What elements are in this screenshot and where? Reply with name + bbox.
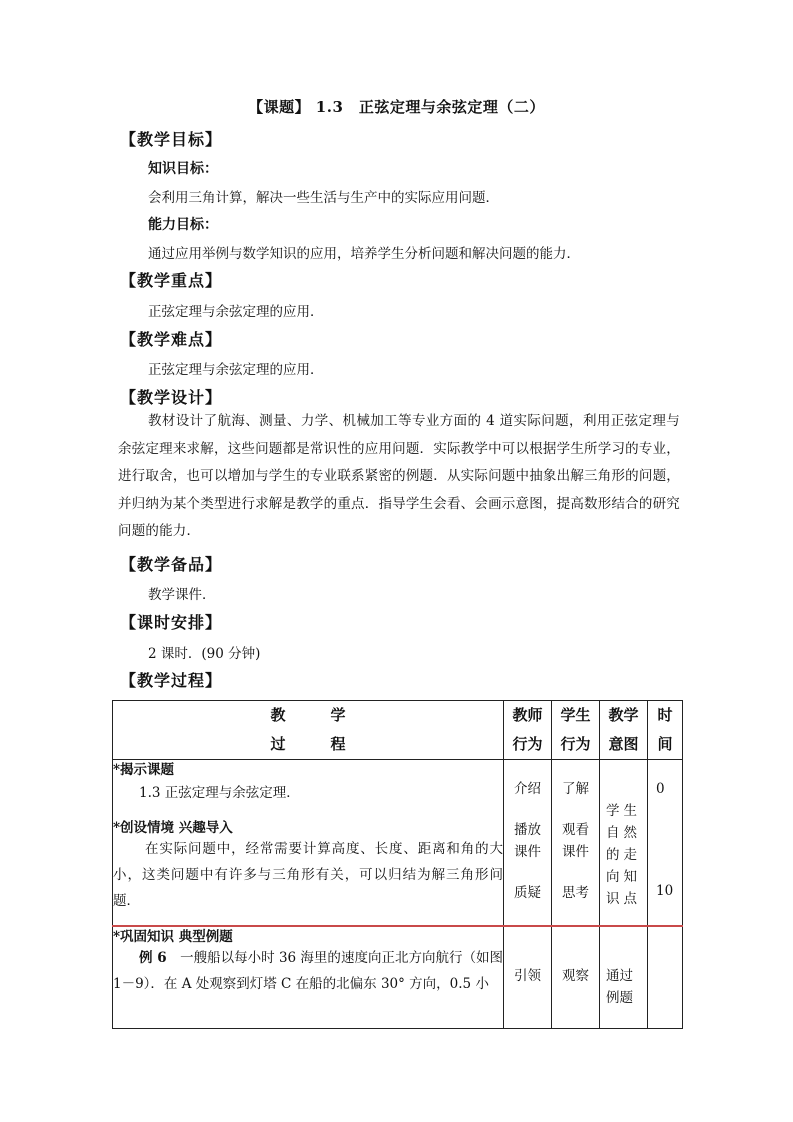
- header-time: [648, 701, 683, 760]
- intent-line: 例题: [606, 989, 633, 1006]
- ability-objective-text: 通过应用举例与数学知识的应用，培养学生分析问题和解决问题的能力．: [148, 246, 580, 262]
- header-teacher-line1: 教师: [512, 706, 543, 724]
- header-intent-line1: 教学: [608, 706, 639, 724]
- header-time-line1: 时: [657, 706, 673, 724]
- intent-line: 向知: [606, 869, 641, 885]
- teacher-action-introduce: 介绍: [514, 781, 541, 797]
- ability-objective-label: 能力目标：: [148, 217, 218, 233]
- process-table: [112, 700, 683, 1029]
- student-action-observe: 观察: [552, 926, 600, 1029]
- teaching-intent-2: [600, 926, 648, 1029]
- time-start: 0: [656, 781, 665, 797]
- header-student-line1: 学生: [560, 706, 591, 724]
- table-row: [113, 760, 683, 926]
- header-teacher-line2: 行为: [512, 735, 543, 753]
- table-row: [113, 926, 683, 1029]
- teacher-action-guide: 引领: [504, 926, 552, 1029]
- schedule-text: 2 课时．(90 分钟): [148, 646, 261, 662]
- reveal-topic-text: 1.3 正弦定理与余弦定理．: [139, 785, 300, 801]
- teacher-action-courseware: 课件: [514, 844, 541, 860]
- teacher-action-play: 播放: [514, 822, 541, 838]
- student-actions-1: [552, 760, 600, 926]
- header-process: [113, 701, 504, 760]
- section-reveal-topic: *揭示课题: [113, 762, 175, 778]
- time-cell-1: [648, 760, 683, 926]
- process-heading: 【教学过程】: [120, 671, 223, 690]
- time-end: 10: [656, 883, 674, 899]
- objectives-heading: 【教学目标】: [120, 130, 223, 149]
- student-action-courseware: 课件: [562, 844, 589, 860]
- teacher-actions-1: [504, 760, 552, 926]
- process-cell-intro: [113, 760, 504, 926]
- schedule-heading: 【课时安排】: [120, 613, 223, 632]
- create-scenario-text: 在实际问题中，经常需要计算高度、长度、距离和角的大小，这类问题中有许多与三角形有关，可以归结为解三角形问题．: [113, 841, 503, 909]
- teaching-intent-1: [600, 760, 648, 926]
- teacher-action-question: 质疑: [514, 885, 541, 901]
- intent-line: 的走: [606, 847, 641, 863]
- table-header-row: [113, 701, 683, 760]
- knowledge-objective-text: 会利用三角计算，解决一些生活与生产中的实际应用问题．: [148, 190, 499, 206]
- intent-line: 通过: [606, 967, 633, 984]
- materials-heading: 【教学备品】: [120, 555, 223, 574]
- key-points-text: 正弦定理与余弦定理的应用．: [148, 304, 324, 320]
- process-cell-example: [113, 926, 504, 1029]
- example-6-text: [113, 945, 503, 997]
- header-teacher: [504, 701, 552, 760]
- knowledge-objective-label: 知识目标：: [148, 161, 218, 177]
- header-process-line2: 过 程: [270, 735, 346, 753]
- student-action-watch: 观看: [562, 822, 589, 838]
- materials-text: 教学课件．: [148, 587, 216, 603]
- example-6-label: 例 6: [139, 949, 167, 966]
- time-cell-2: [648, 926, 683, 1029]
- header-intent: [600, 701, 648, 760]
- lesson-title: 【课题】 1.3 正弦定理与余弦定理（二）: [248, 98, 545, 116]
- section-consolidate: *巩固知识 典型例题: [113, 928, 233, 945]
- intent-line: 自然: [606, 825, 641, 841]
- intent-line: 学生: [606, 803, 641, 819]
- student-action-think: 思考: [562, 885, 589, 901]
- key-points-heading: 【教学重点】: [120, 271, 223, 290]
- header-intent-line2: 意图: [608, 735, 639, 753]
- header-process-line1: 教 学: [270, 706, 346, 724]
- design-heading: 【教学设计】: [120, 388, 223, 407]
- header-student: [552, 701, 600, 760]
- difficulties-text: 正弦定理与余弦定理的应用．: [148, 362, 324, 378]
- intent-line: 识点: [606, 891, 641, 907]
- header-time-line2: 间: [657, 735, 673, 753]
- difficulties-heading: 【教学难点】: [120, 330, 223, 349]
- example-6-body: 一艘船以每小时 36 海里的速度向正北方向航行（如图 1－9）．在 A 处观察到灯塔 C 在船的北偏东 30° 方向，0.5 小: [113, 949, 503, 992]
- design-paragraph: 教材设计了航海、测量、力学、机械加工等专业方面的 4 道实际问题，利用正弦定理与余弦定理来求解，这些问题都是常识性的应用问题．实际教学中可以根据学生所学习的专业，进行取舍，也可以增加与学生的专业联系紧密的例题．从实际问题中抽象出解三角形的问题，并归纳为某个类型进行求解是教学的重点．指导学生会看、会画示意图，提高数形结合的研究问题的能力．: [118, 413, 680, 539]
- section-create-scenario: *创设情境 兴趣导入: [113, 820, 233, 836]
- header-student-line2: 行为: [560, 735, 591, 753]
- student-action-understand: 了解: [562, 781, 589, 797]
